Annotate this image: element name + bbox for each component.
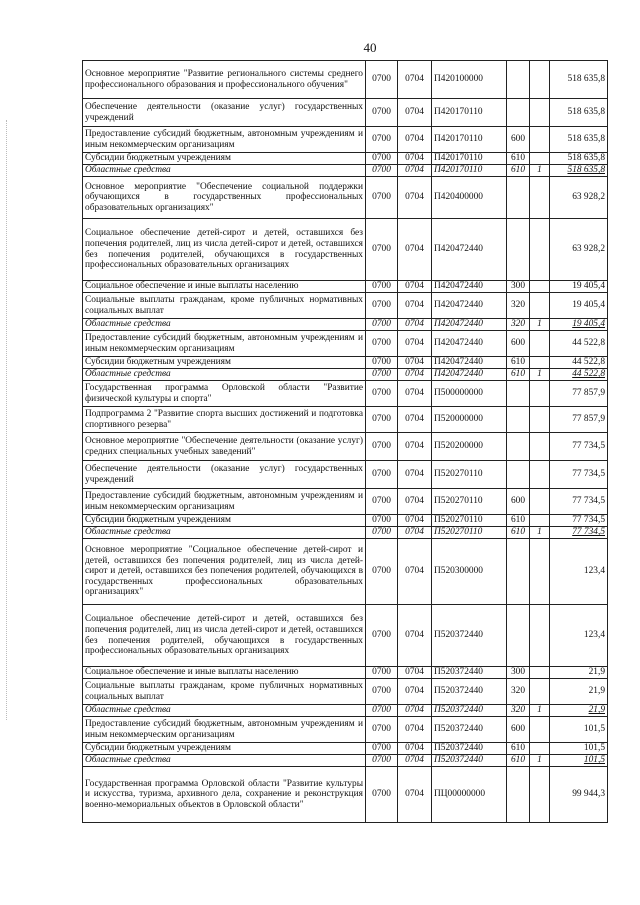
funding-source-code [530,767,550,823]
amount: 44 522,8 [550,357,608,369]
table-row [83,153,608,165]
funding-source-code [530,433,550,461]
expense-type-code [507,605,530,667]
section-code: 0700 [366,153,398,165]
target-article-code: П520200000 [432,433,507,461]
row-name: Областные средства [83,527,366,539]
funding-source-code [530,177,550,219]
table-row [83,99,608,127]
subsection-code: 0704 [398,281,432,293]
funding-source-code [530,99,550,127]
amount: 77 734,5 [550,489,608,515]
expense-type-code [507,407,530,433]
expense-type-code [507,433,530,461]
target-article-code: П420472440 [432,369,507,381]
amount: 77 734,5 [550,461,608,489]
row-name: Предоставление субсидий бюджетным, автономным учреждениям и иным некоммерческим организациям [83,127,366,153]
target-article-code: П420170110 [432,127,507,153]
amount: 101,5 [550,743,608,755]
funding-source-code [530,679,550,705]
table-row [83,369,608,381]
row-name: Основное мероприятие "Социальное обеспечение детей-сирот и детей, оставшихся без попечения родителей, лиц из числа детей-сирот и детей, оставшихся без попечения родителей, обучающихся в государственных профессиональных образовательных организациях" [83,539,366,605]
target-article-code: П420170110 [432,165,507,177]
amount: 77 734,5 [550,433,608,461]
target-article-code: П420170110 [432,153,507,165]
section-code: 0700 [366,357,398,369]
table-row [83,679,608,705]
subsection-code: 0704 [398,461,432,489]
funding-source-code [530,407,550,433]
target-article-code: П520270110 [432,489,507,515]
expense-type-code: 320 [507,319,530,331]
amount: 21,9 [550,679,608,705]
section-code: 0700 [366,433,398,461]
funding-source-code: 1 [530,319,550,331]
table-row [83,515,608,527]
amount: 21,9 [550,705,608,717]
row-name: Предоставление субсидий бюджетным, автономным учреждениям и иным некоммерческим организациям [83,717,366,743]
section-code: 0700 [366,319,398,331]
subsection-code: 0704 [398,319,432,331]
amount: 19 405,4 [550,319,608,331]
section-code: 0700 [366,127,398,153]
target-article-code: П420472440 [432,281,507,293]
funding-source-code [530,219,550,281]
target-article-code: П420472440 [432,331,507,357]
target-article-code: П420100000 [432,61,507,99]
amount: 77 857,9 [550,407,608,433]
row-name: Основное мероприятие "Развитие регионального системы среднего профессионального образования и профессионального обучения" [83,61,366,99]
target-article-code: П520372440 [432,667,507,679]
target-article-code: П520000000 [432,407,507,433]
expense-type-code: 610 [507,515,530,527]
table-row [83,717,608,743]
expense-type-code [507,767,530,823]
funding-source-code [530,281,550,293]
expense-type-code: 610 [507,165,530,177]
funding-source-code: 1 [530,369,550,381]
table-row [83,293,608,319]
row-name: Субсидии бюджетным учреждениям [83,743,366,755]
row-name: Обеспечение деятельности (оказание услуг) государственных учреждений [83,99,366,127]
expense-type-code [507,219,530,281]
table-row [83,461,608,489]
amount: 44 522,8 [550,369,608,381]
row-name: Областные средства [83,755,366,767]
expense-type-code [507,61,530,99]
target-article-code: П520270110 [432,461,507,489]
table-row [83,381,608,407]
table-row [83,433,608,461]
target-article-code: П520270110 [432,527,507,539]
funding-source-code [530,331,550,357]
target-article-code: П520372440 [432,743,507,755]
row-name: Социальное обеспечение детей-сирот и детей, оставшихся без попечения родителей, лиц из числа детей-сирот и детей, оставшихся без попечения родителей, обучающихся в государственных профессиональных образовательных организациях [83,219,366,281]
row-name: Государственная программа Орловской области "Развитие физической культуры и спорта" [83,381,366,407]
table-row [83,605,608,667]
table-row [83,331,608,357]
expense-type-code: 610 [507,527,530,539]
table-row [83,705,608,717]
target-article-code: П420472440 [432,219,507,281]
table-row [83,755,608,767]
subsection-code: 0704 [398,743,432,755]
funding-source-code [530,605,550,667]
budget-table [82,60,608,823]
row-name: Основное мероприятие "Обеспечение социальной поддержки обучающихся в государственных профессиональных образовательных организациях" [83,177,366,219]
subsection-code: 0704 [398,99,432,127]
funding-source-code [530,357,550,369]
section-code: 0700 [366,331,398,357]
section-code: 0700 [366,515,398,527]
target-article-code: П520372440 [432,755,507,767]
subsection-code: 0704 [398,61,432,99]
target-article-code: П420400000 [432,177,507,219]
amount: 63 928,2 [550,219,608,281]
funding-source-code [530,717,550,743]
section-code: 0700 [366,281,398,293]
funding-source-code [530,153,550,165]
row-name: Социальные выплаты гражданам, кроме публичных нормативных социальных выплат [83,679,366,705]
section-code: 0700 [366,679,398,705]
section-code: 0700 [366,407,398,433]
funding-source-code [530,127,550,153]
subsection-code: 0704 [398,755,432,767]
funding-source-code [530,381,550,407]
amount: 101,5 [550,717,608,743]
table-row [83,489,608,515]
expense-type-code: 610 [507,743,530,755]
row-name: Социальное обеспечение и иные выплаты населению [83,667,366,679]
expense-type-code: 600 [507,331,530,357]
expense-type-code: 320 [507,679,530,705]
subsection-code: 0704 [398,127,432,153]
row-name: Социальное обеспечение детей-сирот и детей, оставшихся без попечения родителей, лиц из числа детей-сирот и детей, оставшихся без попечения родителей, обучающихся в государственных профессиональных образовательных организациях [83,605,366,667]
row-name: Субсидии бюджетным учреждениям [83,357,366,369]
row-name: Областные средства [83,705,366,717]
target-article-code: П500000000 [432,381,507,407]
expense-type-code: 610 [507,153,530,165]
target-article-code: П520300000 [432,539,507,605]
expense-type-code: 600 [507,717,530,743]
expense-type-code: 300 [507,281,530,293]
expense-type-code: 600 [507,127,530,153]
expense-type-code: 600 [507,489,530,515]
subsection-code: 0704 [398,605,432,667]
row-name: Предоставление субсидий бюджетным, автономным учреждениям и иным некоммерческим организациям [83,331,366,357]
subsection-code: 0704 [398,293,432,319]
section-code: 0700 [366,165,398,177]
table-row [83,667,608,679]
amount: 518 635,8 [550,99,608,127]
subsection-code: 0704 [398,767,432,823]
funding-source-code: 1 [530,165,550,177]
funding-source-code: 1 [530,527,550,539]
amount: 63 928,2 [550,177,608,219]
amount: 518 635,8 [550,165,608,177]
section-code: 0700 [366,293,398,319]
target-article-code: П420472440 [432,293,507,319]
amount: 518 635,8 [550,127,608,153]
expense-type-code [507,461,530,489]
section-code: 0700 [366,61,398,99]
subsection-code: 0704 [398,153,432,165]
section-code: 0700 [366,489,398,515]
table-row [83,219,608,281]
funding-source-code: 1 [530,705,550,717]
expense-type-code [507,99,530,127]
row-name: Субсидии бюджетным учреждениям [83,515,366,527]
subsection-code: 0704 [398,705,432,717]
table-row [83,407,608,433]
table-row [83,281,608,293]
subsection-code: 0704 [398,515,432,527]
row-name: Подпрограмма 2 "Развитие спорта высших достижений и подготовка спортивного резерва" [83,407,366,433]
expense-type-code: 610 [507,369,530,381]
subsection-code: 0704 [398,489,432,515]
funding-source-code [530,489,550,515]
expense-type-code [507,381,530,407]
subsection-code: 0704 [398,433,432,461]
subsection-code: 0704 [398,539,432,605]
target-article-code: П520372440 [432,679,507,705]
subsection-code: 0704 [398,527,432,539]
page-number: 40 [363,40,377,55]
section-code: 0700 [366,767,398,823]
funding-source-code [530,61,550,99]
section-code: 0700 [366,705,398,717]
section-code: 0700 [366,605,398,667]
section-code: 0700 [366,527,398,539]
funding-source-code [530,667,550,679]
funding-source-code [530,515,550,527]
amount: 21,9 [550,667,608,679]
subsection-code: 0704 [398,667,432,679]
row-name: Областные средства [83,165,366,177]
row-name: Областные средства [83,319,366,331]
amount: 44 522,8 [550,331,608,357]
table-row [83,319,608,331]
section-code: 0700 [366,99,398,127]
section-code: 0700 [366,219,398,281]
table-row [83,743,608,755]
section-code: 0700 [366,667,398,679]
table-row [83,177,608,219]
section-code: 0700 [366,539,398,605]
row-name: Социальные выплаты гражданам, кроме публичных нормативных социальных выплат [83,293,366,319]
target-article-code: П520372440 [432,717,507,743]
amount: 123,4 [550,605,608,667]
table-row [83,61,608,99]
target-article-code: П420170110 [432,99,507,127]
subsection-code: 0704 [398,679,432,705]
row-name: Основное мероприятие "Обеспечение деятельности (оказание услуг) средних специальных учебных заведений" [83,433,366,461]
row-name: Субсидии бюджетным учреждениям [83,153,366,165]
row-name: Предоставление субсидий бюджетным, автономным учреждениям и иным некоммерческим организациям [83,489,366,515]
expense-type-code: 610 [507,357,530,369]
amount: 99 944,3 [550,767,608,823]
section-code: 0700 [366,177,398,219]
table-row [83,165,608,177]
section-code: 0700 [366,369,398,381]
table-row [83,357,608,369]
subsection-code: 0704 [398,381,432,407]
row-name: Социальное обеспечение и иные выплаты населению [83,281,366,293]
target-article-code: П420472440 [432,357,507,369]
target-article-code: П420472440 [432,319,507,331]
row-name: Государственная программа Орловской области "Развитие культуры и искусства, туризма, архивного дела, сохранение и реконструкция военно-мемориальных объектов в Орловской области" [83,767,366,823]
expense-type-code: 300 [507,667,530,679]
subsection-code: 0704 [398,165,432,177]
table-row [83,539,608,605]
target-article-code: П520372440 [432,705,507,717]
target-article-code: П520372440 [432,605,507,667]
table-row [83,127,608,153]
margin-rule [6,120,8,720]
expense-type-code [507,177,530,219]
section-code: 0700 [366,755,398,767]
amount: 123,4 [550,539,608,605]
expense-type-code [507,539,530,605]
subsection-code: 0704 [398,331,432,357]
target-article-code: ПЦ00000000 [432,767,507,823]
subsection-code: 0704 [398,177,432,219]
subsection-code: 0704 [398,717,432,743]
section-code: 0700 [366,717,398,743]
subsection-code: 0704 [398,407,432,433]
funding-source-code [530,743,550,755]
funding-source-code: 1 [530,755,550,767]
amount: 77 734,5 [550,527,608,539]
expense-type-code: 610 [507,755,530,767]
expense-type-code: 320 [507,293,530,319]
subsection-code: 0704 [398,369,432,381]
table-row [83,527,608,539]
target-article-code: П520270110 [432,515,507,527]
row-name: Областные средства [83,369,366,381]
amount: 518 635,8 [550,153,608,165]
row-name: Обеспечение деятельности (оказание услуг) государственных учреждений [83,461,366,489]
section-code: 0700 [366,381,398,407]
subsection-code: 0704 [398,357,432,369]
subsection-code: 0704 [398,219,432,281]
section-code: 0700 [366,743,398,755]
amount: 518 635,8 [550,61,608,99]
amount: 19 405,4 [550,293,608,319]
amount: 101,5 [550,755,608,767]
funding-source-code [530,461,550,489]
expense-type-code: 320 [507,705,530,717]
section-code: 0700 [366,461,398,489]
table-row [83,767,608,823]
amount: 19 405,4 [550,281,608,293]
funding-source-code [530,293,550,319]
amount: 77 734,5 [550,515,608,527]
amount: 77 857,9 [550,381,608,407]
funding-source-code [530,539,550,605]
